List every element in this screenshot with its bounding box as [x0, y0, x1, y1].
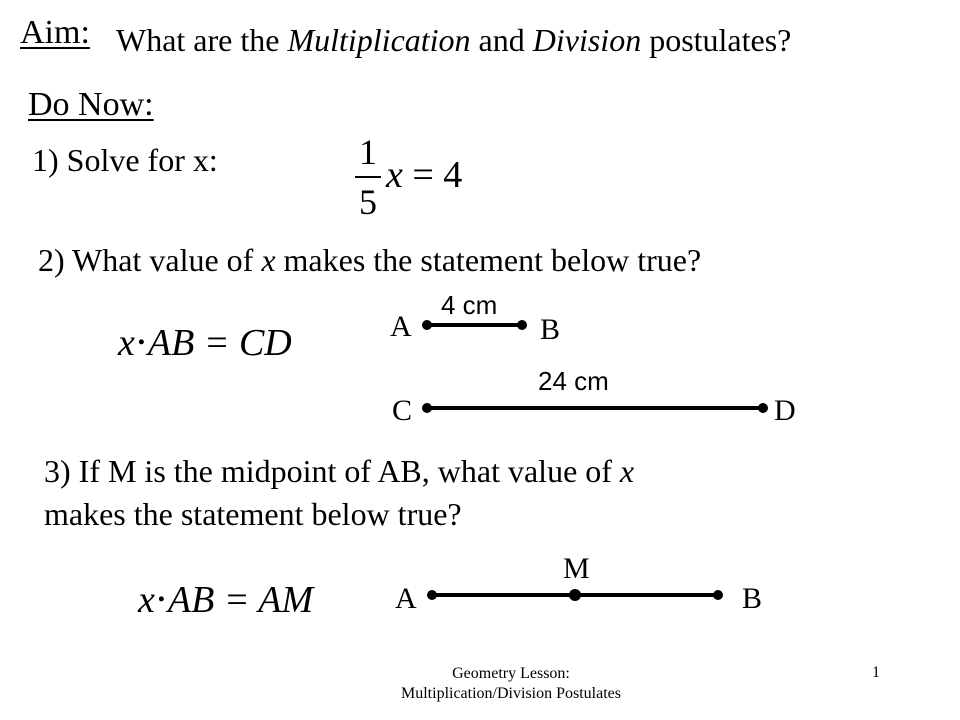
problem2-post: makes the statement below true?	[275, 242, 702, 278]
problem3-line1-pre: 3) If M is the midpoint of AB, what value of	[44, 453, 620, 489]
point-m-dot	[569, 589, 581, 601]
label-b: B	[540, 313, 561, 346]
aim-q-and: and	[470, 22, 533, 58]
point-b-dot	[517, 320, 527, 330]
label-b2: B	[742, 582, 763, 615]
segment-ab-length: 4 cm	[441, 290, 498, 320]
problem3-eq-x: x	[138, 579, 155, 621]
problem3-text-line2: makes the statement below true?	[44, 496, 462, 532]
problem2-eq-dot: ⋅	[134, 322, 148, 364]
problem3-text-line1	[44, 453, 634, 490]
problem1-denominator: 5	[359, 182, 377, 222]
label-d: D	[774, 394, 796, 427]
aim-q-multiplication: Multiplication	[287, 22, 471, 58]
segment-cd-length: 24 cm	[538, 366, 609, 396]
problem3-eq-dot: ⋅	[154, 579, 168, 621]
problem2-var: x	[261, 242, 276, 278]
problem1-variable: x	[386, 154, 403, 196]
aim-q-post: postulates?	[641, 22, 792, 58]
problem2-eq-x: x	[118, 322, 135, 364]
problem1-text: 1) Solve for x:	[32, 142, 218, 178]
point-a-dot	[422, 320, 432, 330]
label-a: A	[390, 310, 412, 343]
problem2-eq-rest: AB = CD	[147, 322, 292, 364]
point-a2-dot	[427, 590, 437, 600]
label-a2: A	[395, 582, 417, 615]
problem2-pre: 2) What value of	[38, 242, 262, 278]
problem3-line1-var: x	[619, 453, 635, 489]
aim-q-division: Division	[532, 22, 642, 58]
footer-line1: Geometry Lesson:	[452, 665, 570, 682]
aim-label: Aim:	[20, 14, 90, 51]
page-number: 1	[872, 664, 880, 681]
problem3-equation	[138, 577, 313, 622]
problem1-numerator: 1	[359, 132, 377, 172]
aim-q-pre: What are the	[116, 22, 288, 58]
problem3-eq-rest: AB = AM	[167, 579, 314, 621]
do-now-label: Do Now:	[28, 86, 154, 123]
label-m: M	[563, 552, 590, 585]
footer-title	[366, 664, 656, 704]
label-c: C	[392, 394, 413, 427]
point-d-dot	[758, 403, 768, 413]
problem1-rhs: = 4	[402, 154, 463, 196]
footer-line2: Multiplication/Division Postulates	[401, 685, 621, 702]
point-b2-dot	[713, 590, 723, 600]
point-c-dot	[422, 403, 432, 413]
